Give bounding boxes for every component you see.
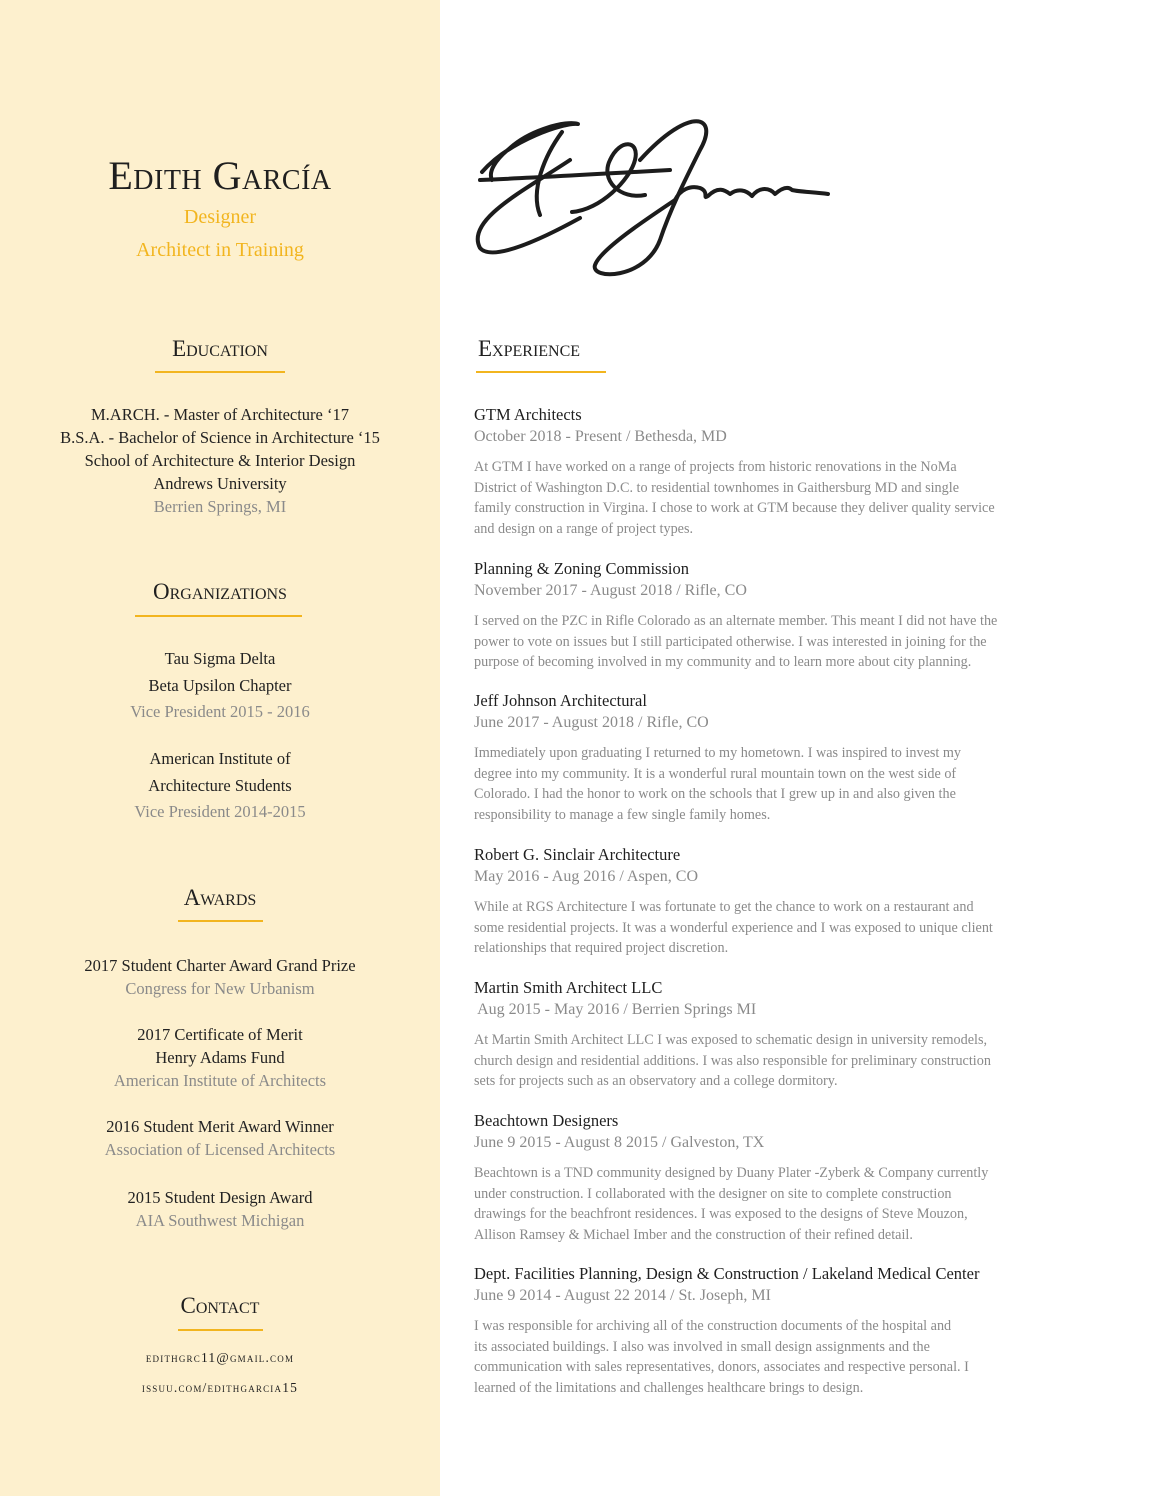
job-entry — [474, 1110, 1074, 1245]
profile-role: Architect in Training — [136, 239, 304, 261]
job-description-line: church design and residential additions. I was also responsible for preliminary construction — [474, 1052, 991, 1069]
job-description-line: degree into my community. It is a wonderful rural mountain town on the west side of — [474, 765, 957, 782]
award-org: American Institute of Architects — [113, 1071, 327, 1090]
job-description-line: and design on a range of project types. — [474, 520, 694, 537]
job-description-line: responsibility to manage a few single family homes. — [474, 806, 771, 823]
job-company: Beachtown Designers — [474, 1111, 619, 1130]
job-company: Dept. Facilities Planning, Design & Construction / Lakeland Medical Center — [474, 1264, 980, 1283]
job-entry — [474, 404, 1074, 539]
job-description — [474, 897, 1074, 959]
award-item — [0, 1115, 440, 1161]
award-name: 2015 Student Design Award — [127, 1188, 313, 1207]
organization-role: Vice President 2014-2015 — [134, 802, 306, 821]
job-entry — [474, 844, 1074, 959]
award-name: 2017 Certificate of Merit — [137, 1025, 303, 1044]
job-company: Martin Smith Architect LLC — [474, 978, 663, 997]
organizations-title: Organizations — [153, 579, 287, 604]
job-description-line: Colorado. I had the honor to work on the schools that I grew up in and also given the — [474, 786, 956, 803]
job-description-line: relationships that required project discretion. — [474, 940, 729, 957]
job-meta: May 2016 - Aug 2016 / Aspen, CO — [474, 868, 698, 885]
job-description-line: I served on the PZC in Rifle Colorado as an alternate member. This meant I did not have the — [474, 613, 998, 629]
job-description-line: learned of the limitations and challenges healthcare brings to design. — [474, 1379, 864, 1396]
contact-title: Contact — [180, 1293, 260, 1318]
job-description-line: some residential projects. It was a wonderful experience and I was exposed to unique client — [474, 919, 993, 936]
job-meta: June 2017 - August 2018 / Rifle, CO — [474, 714, 709, 731]
job-description-line: At GTM I have worked on a range of projects from historic renovations in the NoMa — [474, 459, 957, 475]
award-name: 2017 Student Charter Award Grand Prize — [84, 956, 356, 975]
organization-name: Beta Upsilon Chapter — [148, 675, 292, 695]
education-line: M.ARCH. - Master of Architecture ‘17 — [91, 405, 349, 424]
job-meta: June 9 2014 - August 22 2014 / St. Joseph, MI — [474, 1287, 771, 1304]
education-line: Andrews University — [153, 474, 287, 493]
award-org: AIA Southwest Michigan — [135, 1211, 305, 1230]
job-description-line: Allison Ramsey & Michael Imber and the construction of their refined detail. — [474, 1226, 913, 1243]
job-description-line: purpose of becoming involved in my community and to learn more about city planning. — [474, 654, 972, 671]
job-description-line: Beachtown is a TND community designed by Duany Plater -Zyberk & Company currently — [474, 1165, 989, 1181]
job-description — [474, 1316, 1074, 1398]
job-description-line: District of Washington D.C. to residential townhomes in Gaithersburg MD and single — [474, 479, 959, 496]
job-meta: June 9 2015 - August 8 2015 / Galveston, TX — [474, 1134, 765, 1151]
job-description — [474, 457, 1074, 539]
contact-email[interactable]: edithgrc11@gmail.com — [145, 1350, 295, 1365]
education-divider — [155, 371, 285, 373]
contact-website[interactable]: issuu.com/edithgarcia15 — [141, 1380, 299, 1395]
award-org: Association of Licensed Architects — [104, 1140, 336, 1159]
job-description — [474, 611, 1074, 673]
award-name: 2016 Student Merit Award Winner — [106, 1117, 334, 1136]
job-description-line: Immediately upon graduating I returned to my hometown. I was inspired to invest my — [474, 745, 962, 761]
profile-role: Designer — [183, 206, 257, 228]
education-location: Berrien Springs, MI — [153, 497, 287, 516]
organization-item — [0, 646, 440, 726]
education-line: B.S.A. - Bachelor of Science in Architecture ‘15 — [60, 428, 380, 447]
organization-role: Vice President 2015 - 2016 — [130, 702, 310, 721]
signature-icon — [470, 100, 850, 290]
job-description-line: communication with sales representatives, donors, associates and respective personal. I — [474, 1359, 969, 1376]
job-entry — [474, 1263, 1074, 1398]
award-item — [0, 1023, 440, 1092]
job-description — [474, 1030, 1074, 1092]
job-description-line: its associated buildings. I also was involved in small design assignments and the — [474, 1338, 930, 1355]
job-description-line: under construction. I collaborated with the designer on site to complete construction — [474, 1185, 952, 1202]
job-description-line: power to vote on issues but I still participated otherwise. I was interested in joining for the — [474, 633, 987, 650]
contact-divider — [178, 1329, 263, 1331]
job-company: Jeff Johnson Architectural — [474, 691, 647, 710]
job-description-line: sets for projects such as an observatory and a college dormitory. — [474, 1073, 838, 1090]
job-company: Robert G. Sinclair Architecture — [474, 845, 681, 864]
organization-name: American Institute of — [149, 749, 291, 768]
job-description-line: I was responsible for archiving all of the construction documents of the hospital and — [474, 1318, 952, 1334]
job-description-line: family construction in Virgina. I chose to work at GTM because they deliver quality service — [474, 500, 995, 517]
job-description-line: At Martin Smith Architect LLC I was exposed to schematic design in university remodels, — [474, 1032, 988, 1048]
experience-title: Experience — [478, 336, 581, 361]
job-entry — [474, 558, 1074, 673]
experience-divider — [476, 371, 606, 373]
organizations-divider — [135, 615, 302, 617]
awards-divider — [178, 920, 263, 922]
job-description-line: drawings for the beachfront residences. I was exposed to the designs of Steve Mouzon, — [474, 1206, 968, 1223]
job-entry — [474, 977, 1074, 1092]
education-title: Education — [172, 336, 268, 361]
job-company: GTM Architects — [474, 405, 582, 424]
education-line: School of Architecture & Interior Design — [84, 451, 356, 470]
organization-name: Architecture Students — [148, 775, 292, 795]
job-description — [474, 1163, 1074, 1245]
job-meta: October 2018 - Present / Bethesda, MD — [474, 428, 727, 445]
award-item — [0, 954, 440, 1000]
job-description-line: While at RGS Architecture I was fortunate to get the chance to work on a restaurant and — [474, 899, 974, 915]
awards-title: Awards — [183, 885, 257, 910]
award-name: Henry Adams Fund — [155, 1048, 285, 1067]
job-meta: November 2017 - August 2018 / Rifle, CO — [474, 582, 747, 599]
award-org: Congress for New Urbanism — [125, 979, 315, 998]
job-company: Planning & Zoning Commission — [474, 559, 689, 578]
profile-name: Edith García — [108, 153, 332, 198]
award-item — [0, 1186, 440, 1232]
organization-name: Tau Sigma Delta — [164, 649, 276, 668]
job-meta: Aug 2015 - May 2016 / Berrien Springs MI — [474, 1001, 757, 1018]
education-list — [0, 403, 440, 518]
organization-item — [0, 746, 440, 826]
job-entry — [474, 690, 1074, 825]
job-description — [474, 743, 1074, 825]
